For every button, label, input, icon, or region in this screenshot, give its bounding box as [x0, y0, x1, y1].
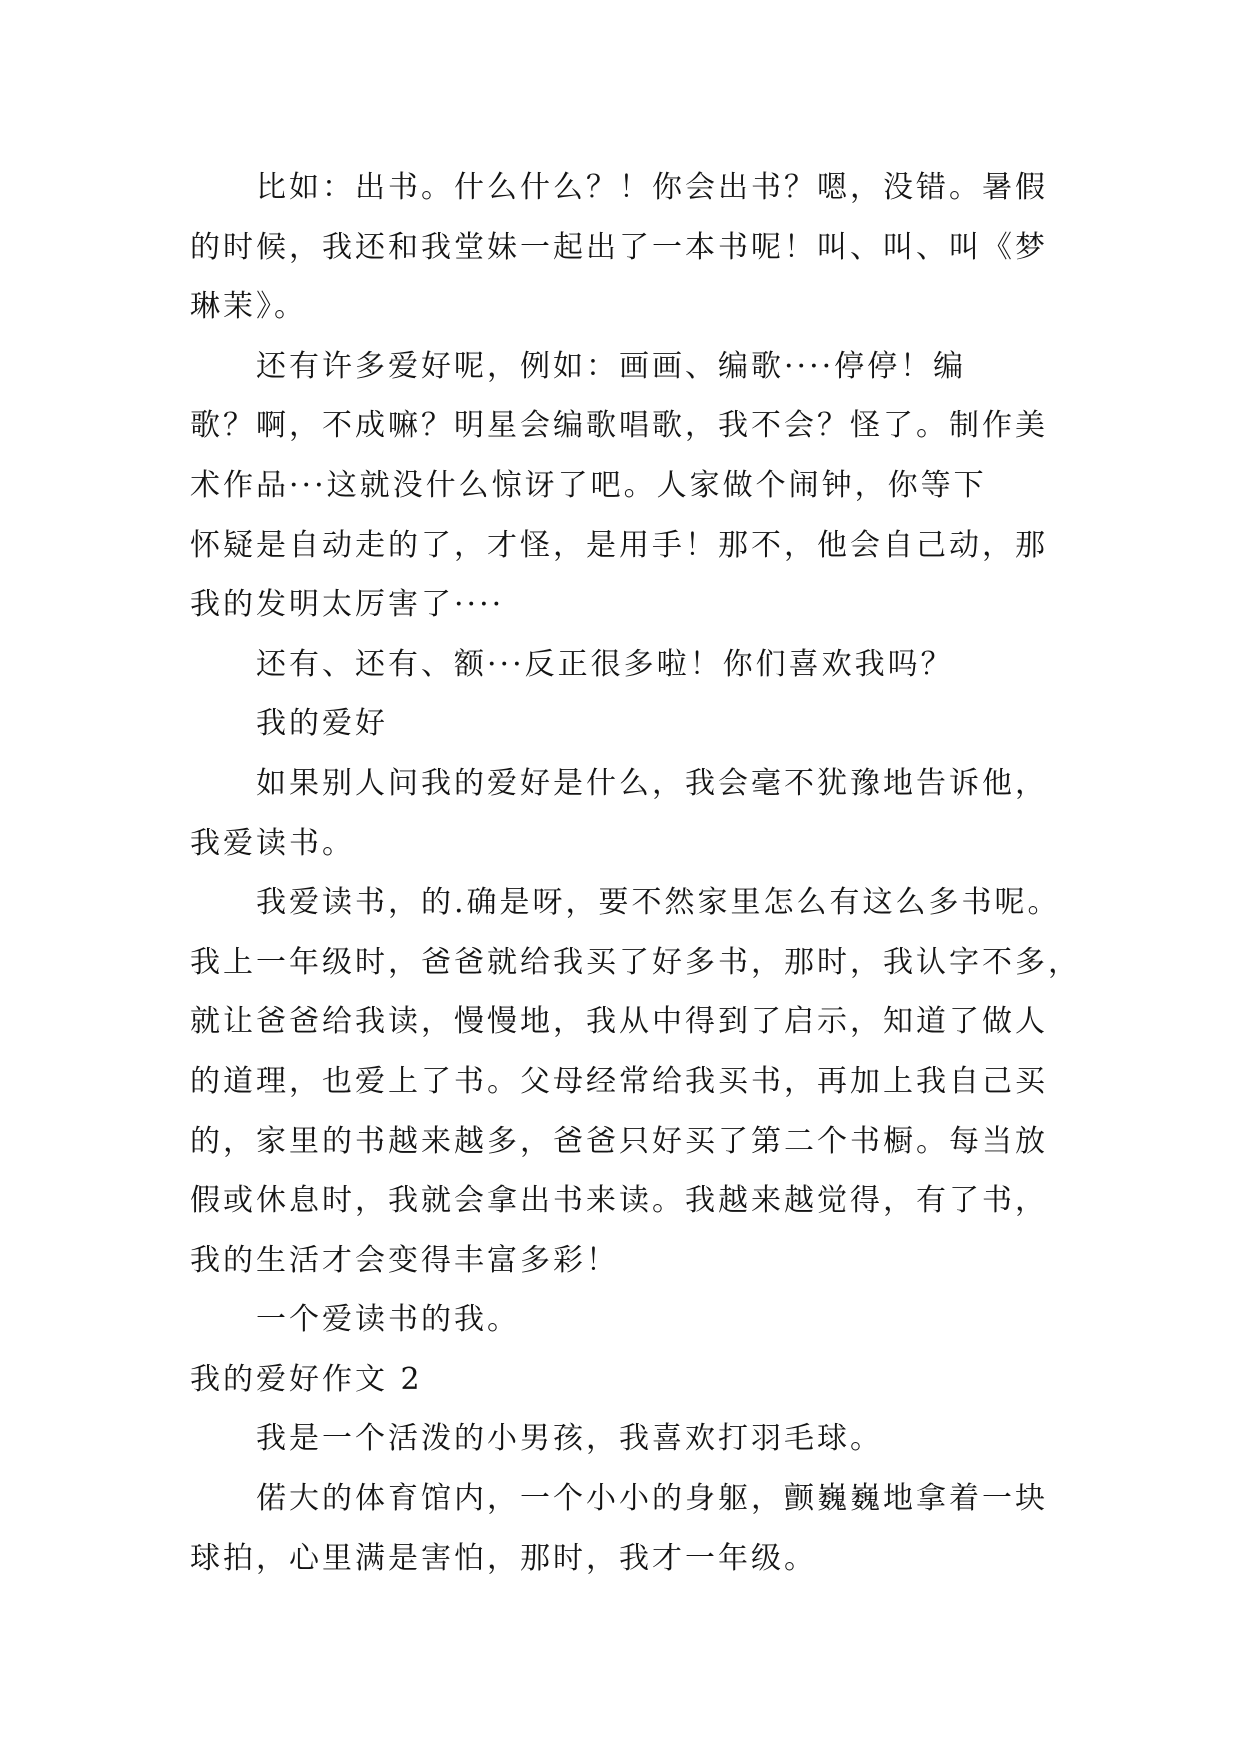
text-line: 我的生活才会变得丰富多彩！ [190, 1242, 619, 1278]
text-line: 球拍，心里满是害怕，那时，我才一年级。 [190, 1540, 817, 1576]
text-line: 假或休息时，我就会拿出书来读。我越来越觉得，有了书， [190, 1183, 1048, 1219]
text-line: 术作品···这就没什么惊讶了吧。人家做个闹钟，你等下 [190, 467, 987, 503]
text-line: 我上一年级时，爸爸就给我买了好多书，那时，我认字不多， [190, 944, 1081, 980]
text-line: 的道理，也爱上了书。父母经常给我买书，再加上我自己买 [190, 1063, 1048, 1099]
text-line: 我爱读书。 [190, 825, 355, 861]
text-line: 就让爸爸给我读，慢慢地，我从中得到了启示，知道了做人 [190, 1004, 1048, 1040]
text-line: 如果别人问我的爱好是什么，我会毫不犹豫地告诉他， [256, 765, 1048, 801]
paragraph [190, 754, 1090, 873]
text-line: 还有、还有、额···反正很多啦！你们喜欢我吗？ [256, 646, 954, 682]
text-line: 琳茉》。 [190, 289, 307, 325]
text-line: 的时候，我还和我堂妹一起出了一本书呢！叫、叫、叫《梦 [190, 229, 1048, 265]
essay-title [190, 694, 1090, 754]
heading-line: 我的爱好作文 2 [190, 1361, 423, 1397]
paragraph [190, 635, 1090, 695]
paragraph [190, 1469, 1090, 1588]
text-line: 我是一个活泼的小男孩，我喜欢打羽毛球。 [256, 1421, 883, 1457]
document-body [190, 158, 1090, 1588]
section-heading [190, 1350, 1090, 1410]
text-line: 怀疑是自动走的了，才怪，是用手！那不，他会自己动，那 [190, 527, 1048, 563]
paragraph [190, 1409, 1090, 1469]
text-line: 偌大的体育馆内，一个小小的身躯，颤巍巍地拿着一块 [256, 1481, 1048, 1517]
text-line: 比如：出书。什么什么？！你会出书？嗯，没错。暑假 [256, 170, 1048, 205]
text-line: 我的爱好 [256, 706, 388, 742]
text-line: 歌？啊，不成嘛？明星会编歌唱歌，我不会？怪了。制作美 [190, 408, 1048, 444]
text-line: 的，家里的书越来越多，爸爸只好买了第二个书橱。每当放 [190, 1123, 1048, 1159]
paragraph [190, 337, 1090, 635]
paragraph [190, 1290, 1090, 1350]
text-line: 一个爱读书的我。 [256, 1302, 520, 1338]
paragraph [190, 873, 1090, 1290]
paragraph [190, 158, 1090, 337]
text-line: 我的发明太厉害了···· [190, 587, 505, 623]
text-line: 还有许多爱好呢，例如：画画、编歌····停停！编 [256, 348, 967, 384]
text-line: 我爱读书，的.确是呀，要不然家里怎么有这么多书呢。 [256, 885, 1061, 921]
